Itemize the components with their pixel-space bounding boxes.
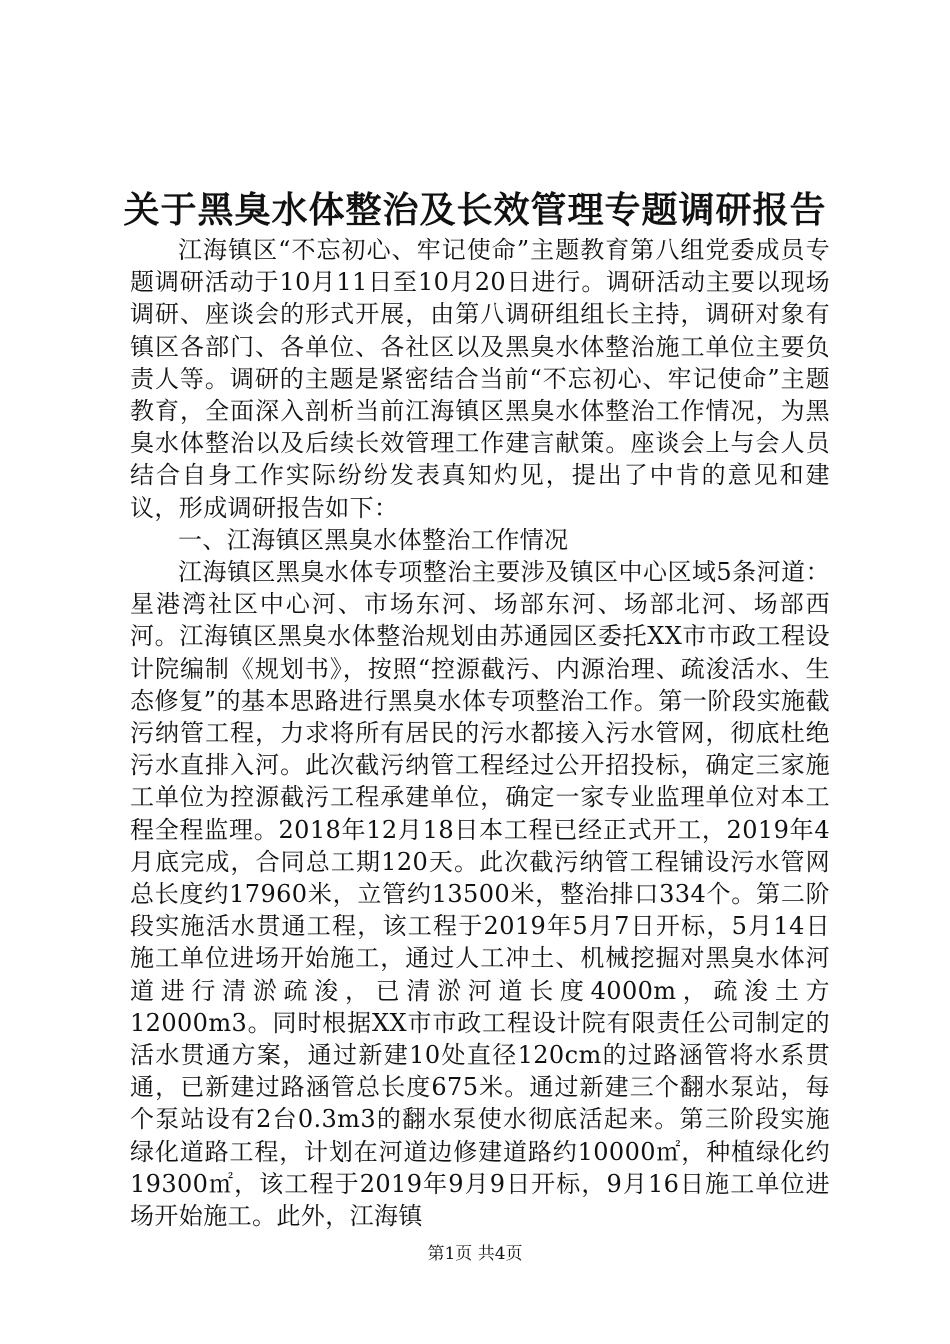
document-body <box>130 234 830 1232</box>
section-heading-1: 一、江海镇区黑臭水体整治工作情况 <box>178 525 569 554</box>
intro-paragraph: 江海镇区“不忘初心、牢记使命”主题教育第八组党委成员专题调研活动于10月11日至10月20日进行。调研活动主要以现场调研、座谈会的形式开展，由第八调研组组长主持，调研对象有镇区各部门、各单位、各社区以及黑臭水体整治施工单位主要负责人等。调研的主题是紧密结合当前“不忘初心、牢记使命”主题教育，全面深入剖析当前江海镇区黑臭水体整治工作情况，为黑臭水体整治以及后续长效管理工作建言献策。座谈会上与会人员结合自身工作实际纷纷发表真知灼见，提出了中肯的意见和建议，形成调研报告如下： <box>130 236 830 522</box>
section-1-paragraph: 江海镇区黑臭水体专项整治主要涉及镇区中心区域5条河道：星港湾社区中心河、市场东河、场部东河、场部北河、场部西河。江海镇区黑臭水体整治规划由苏通园区委托XX市市政工程设计院编制《规划书》，按照“控源截污、内源治理、疏浚活水、生态修复”的基本思路进行黑臭水体专项整治工作。第一阶段实施截污纳管工程，力求将所有居民的污水都接入污水管网，彻底杜绝污水直排入河。此次截污纳管工程经过公开招投标，确定三家施工单位为控源截污工程承建单位，确定一家专业监理单位对本工程全程监理。2018年12月18日本工程已经正式开工，2019年4月底完成，合同总工期120天。此次截污纳管工程铺设污水管网总长度约17960米，立管约13500米，整治排口334个。第二阶段实施活水贯通工程，该工程于2019年5月7日开标，5月14日施工单位进场开始施工，通过人工冲土、机械挖掘对黑臭水体河道进行清淤疏浚，已清淤河道长度4000m，疏浚土方12000m3。同时根据XX市市政工程设计院有限责任公司制定的活水贯通方案，通过新建10处直径120cm的过路涵管将水系贯通，已新建过路涵管总长度675米。通过新建三个翻水泵站，每个泵站设有2台0.3m3的翻水泵使水彻底活起来。第三阶段实施绿化道路工程，计划在河道边修建道路约10000㎡，种植绿化约19300㎡，该工程于2019年9月9日开标，9月16日施工单位进场开始施工。此外，江海镇 <box>130 558 830 1231</box>
page-number-footer: 第1页 共4页 <box>427 1244 523 1264</box>
document-title: 关于黑臭水体整治及长效管理专题调研报告 <box>123 189 827 231</box>
